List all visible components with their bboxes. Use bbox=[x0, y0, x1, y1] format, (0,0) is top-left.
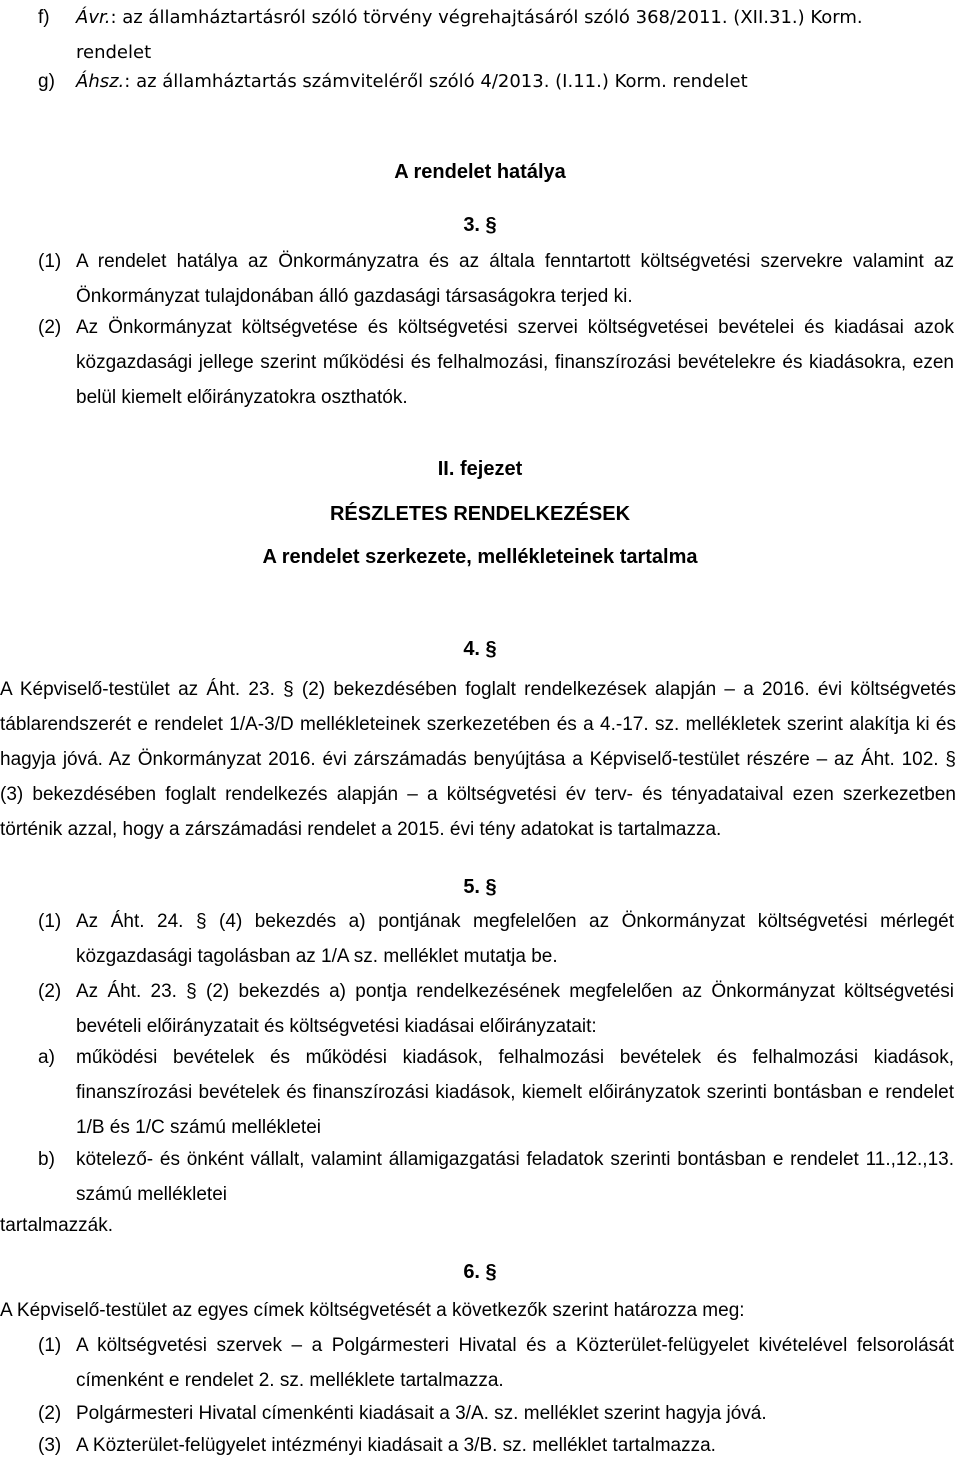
section-number-4: 4. § bbox=[463, 638, 497, 660]
reference-body: : az államháztartás számviteléről szóló 4/2013. (I.11.) Korm. rendelet bbox=[124, 71, 748, 92]
paragraph-text: kötelező- és önként vállalt, valamint államigazgatási feladatok szerinti bontásban e rendelet 11.,12.,13. számú mellékletei bbox=[76, 1149, 954, 1205]
section-number-5: 5. § bbox=[463, 876, 497, 898]
chapter-subtitle: A rendelet szerkezete, mellékleteinek tartalma bbox=[262, 546, 698, 568]
paragraph-text: A költségvetési szervek – a Polgármesteri Hivatal és a Közterület-felügyelet kivételével felsorolását címenként e rendelet 2. sz. melléklete tartalmazza. bbox=[76, 1335, 954, 1391]
section-title-hatalya: A rendelet hatálya bbox=[394, 161, 566, 183]
paragraph-label: (1) bbox=[38, 1335, 62, 1356]
paragraph-5-2 bbox=[38, 974, 954, 1044]
section-number-6: 6. § bbox=[463, 1261, 497, 1283]
chapter-number: II. fejezet bbox=[437, 458, 523, 480]
reference-body: : az államháztartásról szóló törvény végrehajtásáról szóló 368/2011. (XII.31.) Korm. rendelet bbox=[76, 7, 863, 63]
paragraph-text: A rendelet hatálya az Önkormányzatra és az általa fenntartott költségvetési szervekre valamint az Önkormányzat tulajdonában álló gazdasági társaságokra terjed ki. bbox=[76, 251, 954, 307]
paragraph-label: (1) bbox=[38, 911, 62, 932]
chapter-title: RÉSZLETES RENDELKEZÉSEK bbox=[329, 503, 631, 525]
section-5-closing: tartalmazzák. bbox=[0, 1215, 113, 1236]
reference-text bbox=[76, 0, 916, 70]
paragraph-6-2 bbox=[38, 1396, 954, 1431]
reference-g bbox=[38, 64, 938, 99]
section-4-text: A Képviselő-testület az Áht. 23. § (2) bekezdésében foglalt rendelkezések alapján – a 2016. évi költségvetés táblarendszerét e rendelet 1/A-3/D mellékleteinek szerkezetében és a 4.-17. sz. mellékletek szerint alakítja ki és hagyja jóvá. Az Önkormányzat 2016. évi zárszámadás benyújtása a Képviselő-testület részére – az Áht. 102. § (3) bekezdésében foglalt rendelkezés alapján – a költségvetési év terv- és tényadataival ezen szerkezetben történik azzal, hogy a zárszámadási rendelet a 2015. évi tény adatokat is tartalmazza. bbox=[0, 679, 956, 840]
reference-abbr: Ávr. bbox=[76, 7, 111, 28]
paragraph-text: működési bevételek és működési kiadások, felhalmozási bevételek és felhalmozási kiadások, finanszírozási bevételek és finanszírozási kiadások, kiemelt előirányzatok szerinti bontásban e rendelet 1/B és 1/C számú mellékletei bbox=[76, 1047, 954, 1138]
section-6-intro: A Képviselő-testület az egyes címek költségvetését a következők szerint határozza meg: bbox=[0, 1300, 745, 1321]
paragraph-5-a bbox=[38, 1040, 954, 1145]
paragraph-label: (2) bbox=[38, 317, 62, 338]
paragraph-text: Polgármesteri Hivatal címenkénti kiadásait a 3/A. sz. melléklet szerint hagyja jóvá. bbox=[76, 1403, 767, 1424]
paragraph-3-1 bbox=[38, 244, 954, 314]
paragraph-6-1 bbox=[38, 1328, 954, 1398]
reference-text bbox=[76, 64, 916, 99]
reference-label: g) bbox=[38, 71, 55, 92]
reference-f bbox=[38, 0, 938, 70]
paragraph-text: Az Önkormányzat költségvetése és költségvetési szervei költségvetései bevételei és kiadásai azok közgazdasági jellege szerint működési és felhalmozási, finanszírozási bevételekre és kiadásokra, ezen belül kiemelt előirányzatokra oszthatók. bbox=[76, 317, 954, 408]
paragraph-label: a) bbox=[38, 1047, 55, 1068]
paragraph-3-2 bbox=[38, 310, 954, 415]
paragraph-label: (2) bbox=[38, 981, 62, 1002]
section-number-3: 3. § bbox=[463, 214, 497, 236]
paragraph-text: Az Áht. 23. § (2) bekezdés a) pontja rendelkezésének megfelelően az Önkormányzat költségvetési bevételi előirányzatait és költségvetési kiadásai előirányzatait: bbox=[76, 981, 954, 1037]
reference-label: f) bbox=[38, 7, 50, 28]
paragraph-text: Az Áht. 24. § (4) bekezdés a) pontjának megfelelően az Önkormányzat költségvetési mérlegét közgazdasági tagolásban az 1/A sz. melléklet mutatja be. bbox=[76, 911, 954, 967]
paragraph-5-b bbox=[38, 1142, 954, 1212]
paragraph-5-1 bbox=[38, 904, 954, 974]
paragraph-label: b) bbox=[38, 1149, 55, 1170]
paragraph-label: (2) bbox=[38, 1403, 62, 1424]
paragraph-label: (3) bbox=[38, 1435, 62, 1456]
paragraph-label: (1) bbox=[38, 251, 62, 272]
reference-abbr: Áhsz. bbox=[76, 71, 125, 92]
paragraph-text: A Közterület-felügyelet intézményi kiadásait a 3/B. sz. melléklet tartalmazza. bbox=[76, 1435, 716, 1456]
